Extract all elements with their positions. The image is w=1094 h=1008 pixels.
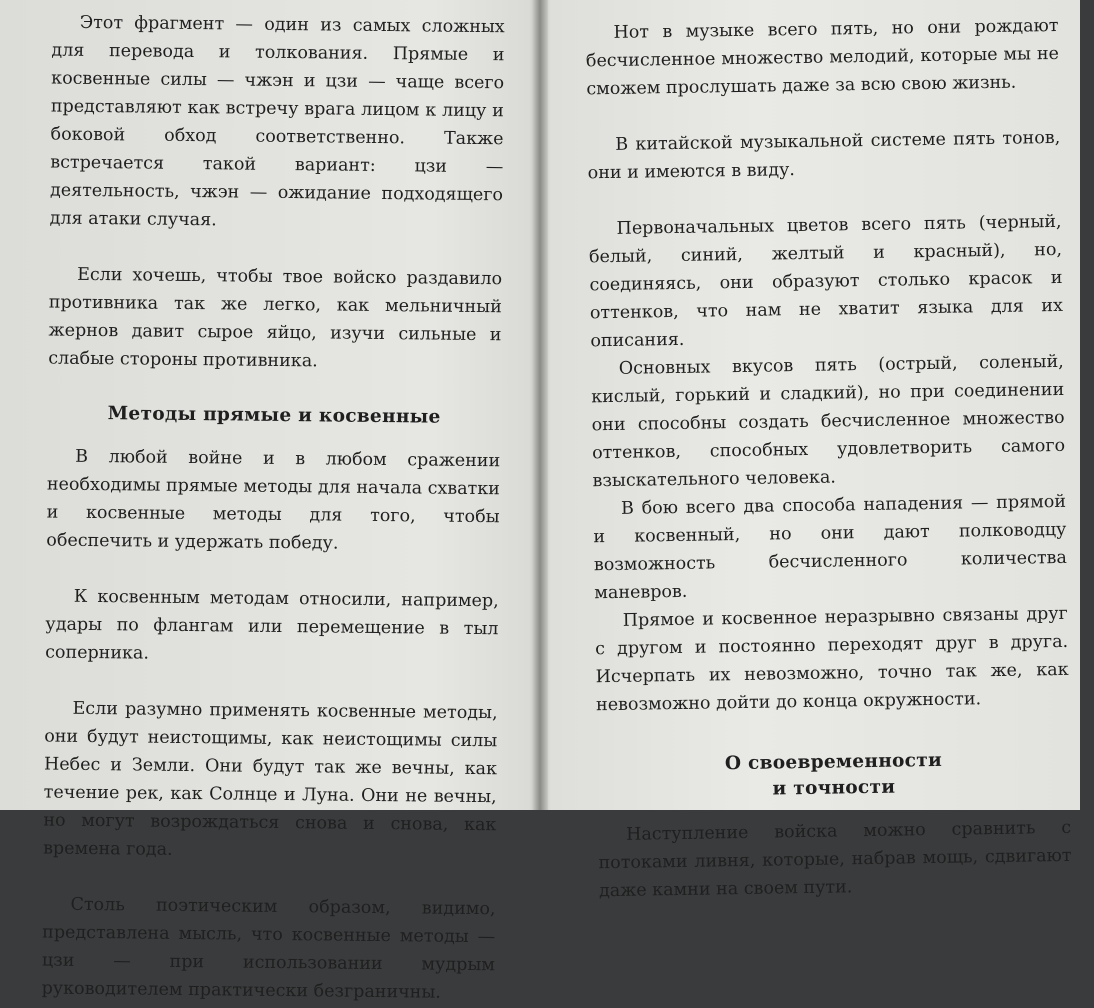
paragraph: Прямое и косвенное неразрывно связаны друг с другом и постоянно переходят друг в друга. Исчерпать их невозможно, точно так же, как невозможно дойти до конца окружности. xyxy=(595,603,1069,716)
paragraph: Столь поэтическим образом, видимо, представлена мысль, что косвенные методы — цзи — при использовании мудрым руководителем практически безграничны. xyxy=(41,894,496,1003)
paragraph: Первоначальных цветов всего пять (черный, белый, синий, желтый и красный), но, соединяясь, они образуют столько красок и оттенков, что нам не хватит языка для их описания. xyxy=(588,211,1064,352)
paragraph: Этот фрагмент — один из самых сложных для перевода и толкования. Прямые и косвенные силы — чжэн и цзи — чаще всего представляют как встречу врага лицом к лицу и боковой обход соответственно. Также встречается такой вариант: цзи — деятельность, чжэн — ожидание подходящего для атаки случая. xyxy=(49,12,505,231)
right-text-column xyxy=(545,0,1094,906)
paragraph: В любой войне и в любом сражении необходимы прямые методы для начала схватки и косвенные методы для того, чтобы обеспечить и удержать победу. xyxy=(46,446,501,554)
left-text-column xyxy=(0,0,535,1008)
section-heading-line-2: и точности xyxy=(772,776,896,800)
paragraph: Нот в музыке всего пять, но они рождают бесчисленное множество мелодий, которые мы не сможем прослушать даже за всю свою жизнь. xyxy=(585,15,1060,100)
section-heading-line-1: О своевременности xyxy=(724,749,943,775)
paragraph: Основных вкусов пять (острый, соленый, кислый, горький и сладкий), но при соединении они способны создать бесчисленное множество оттенков, способных удовлетворить самого взыскательного человека. xyxy=(591,351,1066,492)
section-heading: Методы прямые и косвенные xyxy=(107,403,441,428)
right-page xyxy=(545,0,1080,902)
paragraph: Наступление войска можно сравнить с потоками ливня, которые, набрав мощь, сдвигают даже камни на своем пути. xyxy=(598,817,1072,902)
paragraph: В китайской музыкальной системе пять тонов, они и имеются в виду. xyxy=(587,127,1061,184)
paragraph: В бою всего два способа нападения — прямой и косвенный, но они дают полководцу возможность бесчисленного количества маневров. xyxy=(593,491,1067,604)
paragraph: К косвенным методам относили, например, удары по флангам или перемещение в тыл соперника. xyxy=(45,586,499,664)
paragraph: Если хочешь, чтобы твое войско раздавило противника так же легко, как мельничный жернов давит сырое яйцо, изучи сильные и слабые стороны противника. xyxy=(48,264,503,372)
left-page xyxy=(0,0,535,1003)
paragraph: Если разумно применять косвенные методы, они будут неистощимы, как неистощимы силы Небес и Земли. Они будут так же вечны, как течение рек, как Солнце и Луна. Они не вечны, но могут возрождаться снова и снова, как времена года. xyxy=(43,698,498,860)
